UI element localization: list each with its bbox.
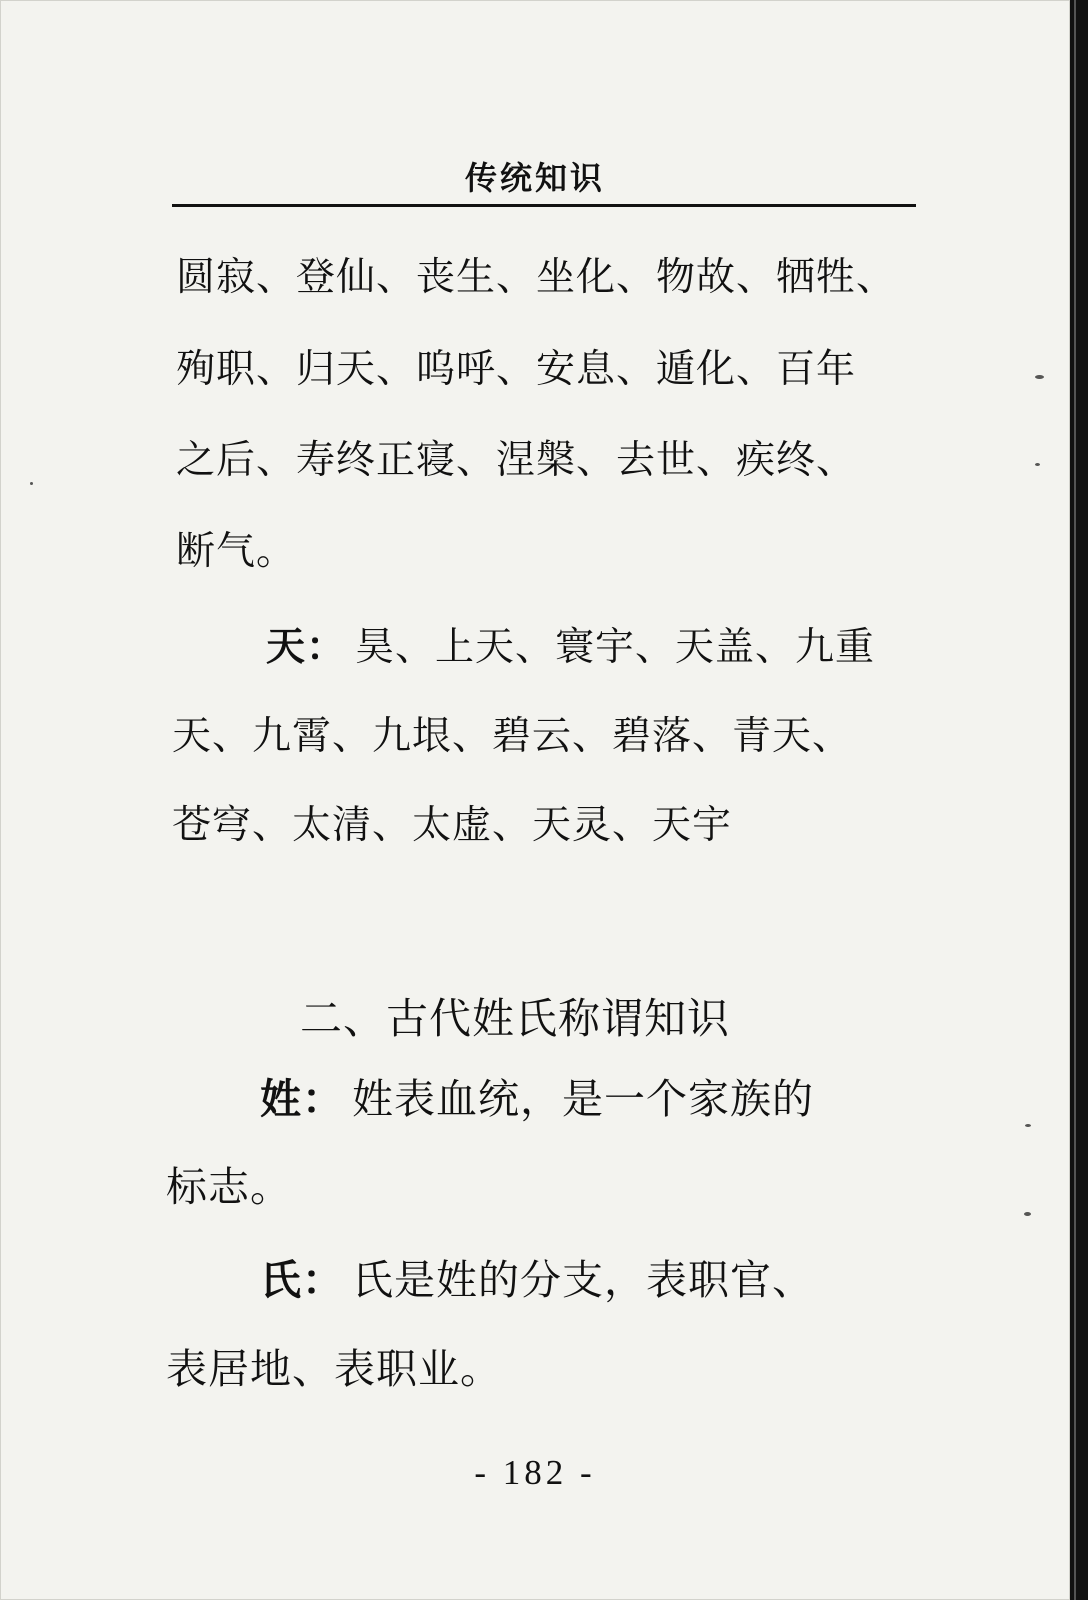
clan-term: 氏：: [260, 1256, 344, 1304]
scan-dark-edge: [1070, 0, 1088, 1600]
text-line-2: 殉职、归天、呜呼、安息、遁化、百年: [176, 347, 857, 392]
heaven-term: 天：: [266, 624, 347, 670]
scan-speck: [30, 482, 33, 485]
surname-line-2: 标志。: [166, 1163, 292, 1211]
scan-speck: [1035, 463, 1040, 466]
text-line-4: 断气。: [176, 529, 297, 574]
heaven-line-3: 苍穹、太清、太虚、天灵、天宇: [172, 803, 733, 848]
scan-edge-highlight: [1074, 0, 1076, 1600]
page-number: - 182 -: [474, 1453, 596, 1492]
text-line-3: 之后、寿终正寝、涅槃、去世、疾终、: [176, 438, 857, 483]
clan-line-1: 氏是姓的分支，表职官、: [352, 1256, 814, 1304]
heaven-line-2: 天、九霄、九垠、碧云、碧落、青天、: [172, 714, 853, 759]
section-title: 二、古代姓氏称谓知识: [300, 994, 731, 1043]
scan-speck: [1024, 1212, 1031, 1216]
surname-term: 姓：: [260, 1075, 344, 1123]
text-line-1: 圆寂、登仙、丧生、坐化、物故、牺牲、: [176, 255, 897, 300]
heaven-line-1: 昊、上天、寰宇、天盖、九重: [355, 625, 876, 670]
clan-line-2: 表居地、表职业。: [166, 1345, 502, 1393]
running-header: 传统知识: [464, 159, 605, 197]
surname-line-1: 姓表血统，是一个家族的: [352, 1075, 814, 1123]
scan-speck: [1035, 375, 1044, 379]
scan-speck: [1025, 1124, 1031, 1127]
